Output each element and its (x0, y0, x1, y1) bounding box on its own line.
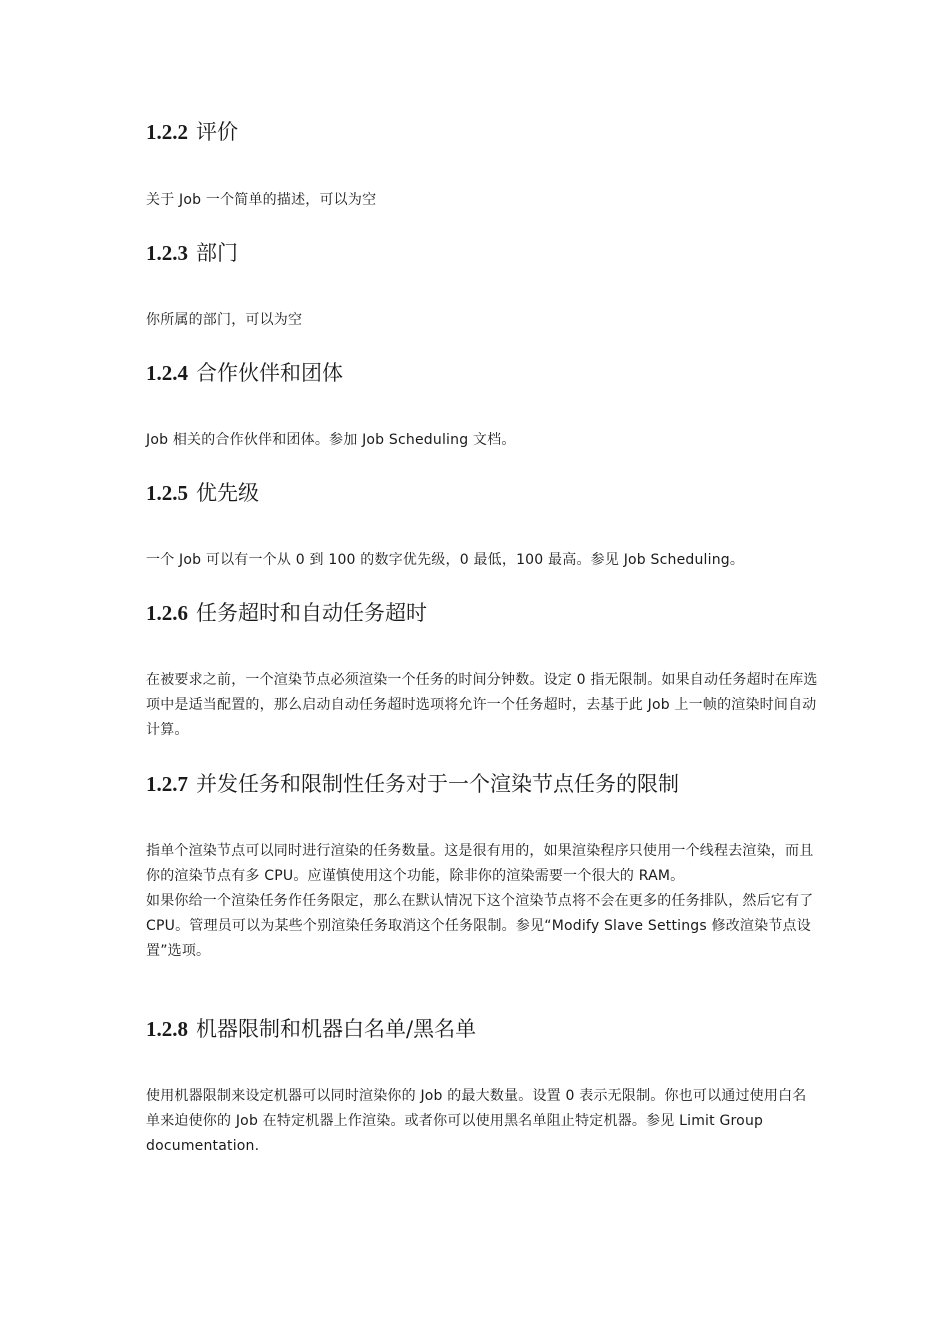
section-1-2-5 (146, 479, 826, 573)
section-1-2-8 (146, 1015, 826, 1159)
section-paragraph: 你所属的部门，可以为空 (146, 312, 303, 328)
section-title: 部门 (196, 241, 238, 265)
section-1-2-2 (146, 118, 826, 213)
section-heading (146, 599, 826, 627)
section-heading (146, 239, 826, 267)
section-number: 1.2.7 (146, 772, 188, 796)
section-number: 1.2.4 (146, 361, 188, 385)
section-number: 1.2.2 (146, 120, 188, 144)
section-heading (146, 770, 826, 798)
section-title: 优先级 (196, 481, 259, 505)
section-title: 机器限制和机器白名单/黑名单 (196, 1017, 477, 1041)
section-paragraph: 使用机器限制来设定机器可以同时渲染你的 Job 的最大数量。设置 0 表示无限制。你也可以通过使用白名单来迫使你的 Job 在特定机器上作渲染。或者你可以使用黑名单阻止特定机器。参见 Limit Group documentation. (146, 1088, 807, 1154)
section-number: 1.2.6 (146, 601, 188, 625)
section-1-2-3 (146, 239, 826, 333)
section-heading (146, 479, 826, 507)
section-title: 合作伙伴和团体 (196, 361, 343, 385)
section-number: 1.2.8 (146, 1017, 188, 1041)
section-paragraph: 指单个渲染节点可以同时进行渲染的任务数量。这是很有用的，如果渲染程序只使用一个线程去渲染，而且你的渲染节点有多 CPU。应谨慎使用这个功能，除非你的渲染需要一个很大的 RAM。 (146, 843, 814, 884)
section-paragraph: Job 相关的合作伙伴和团体。参加 Job Scheduling 文档。 (146, 432, 516, 448)
section-paragraph: 一个 Job 可以有一个从 0 到 100 的数字优先级，0 最低，100 最高。参见 Job Scheduling。 (146, 552, 745, 568)
section-title: 任务超时和自动任务超时 (196, 601, 427, 625)
section-title: 并发任务和限制性任务对于一个渲染节点任务的限制 (196, 772, 679, 796)
section-1-2-7 (146, 770, 826, 964)
section-title: 评价 (196, 120, 238, 144)
section-heading (146, 118, 826, 146)
section-paragraph: 在被要求之前，一个渲染节点必须渲染一个任务的时间分钟数。设定 0 指无限制。如果自动任务超时在库选项中是适当配置的，那么启动自动任务超时选项将允许一个任务超时，去基于此 Job 上一帧的渲染时间自动计算。 (146, 672, 818, 738)
section-1-2-6 (146, 599, 826, 743)
section-number: 1.2.5 (146, 481, 188, 505)
section-heading (146, 1015, 826, 1043)
section-paragraph: 关于 Job 一个简单的描述，可以为空 (146, 192, 377, 208)
section-paragraph: 如果你给一个渲染任务作任务限定，那么在默认情况下这个渲染节点将不会在更多的任务排队，然后它有了 CPU。管理员可以为某些个别渲染任务取消这个任务限制。参见“Modify Slave Settings 修改渲染节点设置”选项。 (146, 893, 814, 959)
section-number: 1.2.3 (146, 241, 188, 265)
section-heading (146, 359, 826, 387)
section-1-2-4 (146, 359, 826, 453)
